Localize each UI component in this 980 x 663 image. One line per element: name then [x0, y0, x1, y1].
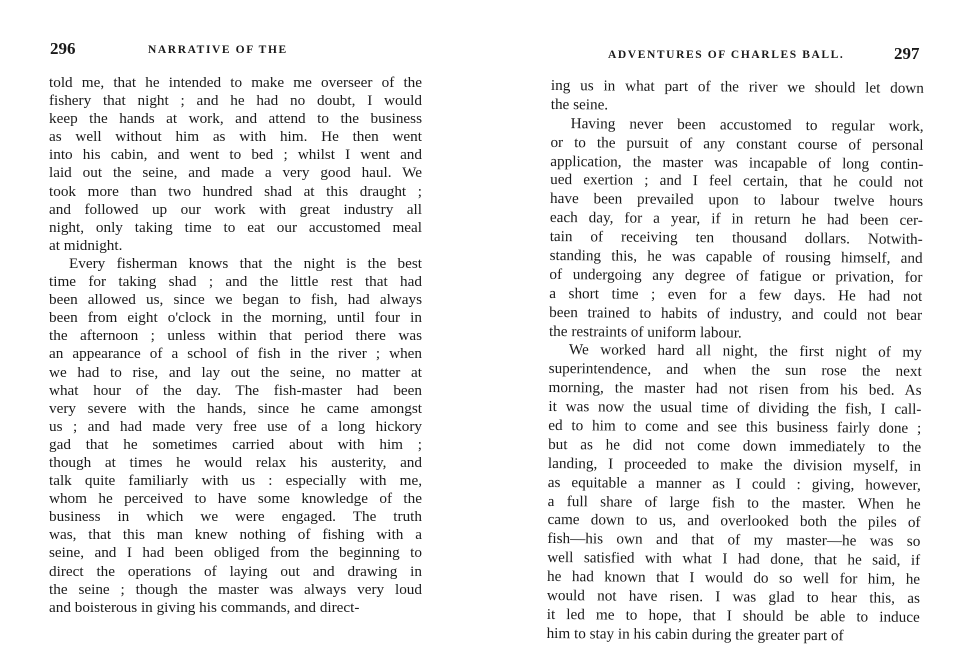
text-line: direct the operations of laying out and drawing in — [49, 562, 422, 580]
text-line: though at times he would relax his austerity, and — [49, 453, 422, 471]
text-line: a full share of large fish to the master. When he — [547, 492, 921, 513]
text-line: whom he perceived to have some knowledge of the — [49, 490, 422, 508]
text-line: the seine ; though the master was always very loud — [49, 580, 422, 598]
text-line: into his cabin, and went to bed ; whilst I went and — [49, 146, 422, 164]
text-line: standing this, he was capable of rousing himself, and — [549, 247, 923, 267]
text-line: told me, that he intended to make me overseer of the — [49, 74, 422, 91]
text-line: business in which we were engaged. The truth — [49, 508, 422, 526]
text-line: him to stay in his cabin during the greater part of — [546, 624, 844, 645]
text-line: but as he did not come down immediately to the — [548, 435, 922, 456]
left-running-head: NARRATIVE OF THE — [148, 44, 288, 56]
text-line: we had to rise, and lay out the seine, no matter at — [49, 363, 422, 381]
text-line: fishery that night ; and he had no doubt, I would — [49, 92, 422, 110]
text-line: or to the pursuit of any constant course of personal — [550, 133, 924, 154]
text-line: each day, for a year, if in return he had been cer- — [549, 209, 923, 230]
text-line: ing us in what part of the river we should let down — [550, 77, 924, 97]
text-line: would not have risen. I was glad to hear this, as — [546, 587, 920, 607]
text-line: the afternoon ; unless within that period there was — [49, 327, 422, 345]
text-line: what hour of the day. The fish-master had been — [49, 381, 422, 399]
text-line: time for taking shad ; and the little rest that had — [49, 273, 422, 291]
text-line: We worked hard all night, the first night of my — [568, 341, 922, 362]
right-page-text — [547, 77, 924, 647]
text-line: Every fisherman knows that the night is the best — [69, 254, 422, 272]
text-line: and boisterous in giving his commands, and direct- — [49, 598, 360, 616]
text-line: it led me to hope, that I should be able to induce — [546, 605, 920, 626]
text-line: the seine. — [550, 95, 609, 114]
text-line: fish—his own and that of my master—he was so — [547, 530, 921, 551]
text-line: at midnight. — [49, 236, 123, 254]
text-line: was, that this man knew nothing of fishing with a — [49, 526, 422, 544]
left-page-number: 296 — [50, 39, 76, 58]
right-running-head: ADVENTURES OF CHARLES BALL. — [608, 49, 845, 61]
text-line: well satisfied with what I had done, that he said, if — [547, 549, 921, 570]
text-line: landing, I proceeded to make the division myself, in — [547, 454, 922, 475]
text-line: took more than two hundred shad at this draught ; — [49, 182, 422, 200]
text-line: been allowed us, since we began to fish, had always — [49, 291, 422, 309]
text-line: seine, and I had been obliged from the beginning to — [49, 544, 422, 562]
text-line: morning, the master had not risen from his bed. As — [548, 379, 922, 400]
text-line: ed to him to come and see this business fairly done ; — [548, 417, 922, 437]
text-line: night, only taking time to eat our accustomed meal — [49, 218, 422, 236]
text-line: tain of receiving ten thousand dollars. Notwith- — [549, 228, 923, 249]
text-line: have been prevailed upon to labour twelve hours — [549, 190, 924, 211]
text-line: it was now the usual time of dividing the fish, I call- — [548, 398, 922, 419]
right-page — [490, 0, 980, 663]
text-line: talk quite familiarly with us : especially with me, — [49, 472, 422, 490]
text-line: Having never been accustomed to regular work, — [570, 114, 924, 135]
text-line: been trained to habits of industry, and could not bear — [549, 303, 923, 324]
text-line: of undergoing any degree of fatigue or privation, for — [549, 265, 923, 286]
right-page-number: 297 — [894, 44, 920, 63]
text-line: been from eight o'clock in the morning, until four in — [49, 309, 422, 327]
text-line: us ; and had made very free use of a long hickory — [49, 417, 422, 435]
text-line: superintendence, and when the sun rose the next — [548, 360, 922, 381]
text-line: keep the hands at work, and attend to the business — [49, 110, 422, 128]
left-page-text — [49, 74, 422, 617]
text-line: and followed up our work with great industry all — [49, 200, 422, 218]
text-line: came down to us, and overlooked both the piles of — [547, 511, 921, 532]
text-line: an appearance of a school of fish in the river ; when — [49, 345, 422, 363]
text-line: application, the master was incapable of long contin- — [550, 152, 924, 173]
text-line: as well without him as with him. He then went — [49, 128, 422, 146]
text-line: gad that he sometimes carried about with him ; — [49, 435, 422, 453]
text-line: ued exertion ; and I feel certain, that he could not — [550, 171, 924, 192]
text-line: very severe with the hands, since he came amongst — [49, 399, 422, 417]
text-line: the restraints of uniform labour. — [548, 322, 742, 342]
text-line: as equitable a manner as I could : giving, however, — [547, 473, 921, 494]
text-line: a short time ; even for a few days. He had not — [549, 284, 923, 305]
text-line: he had known that I would do so well for him, he — [547, 568, 921, 589]
text-line: laid out the seine, and made a very good haul. We — [49, 164, 422, 182]
